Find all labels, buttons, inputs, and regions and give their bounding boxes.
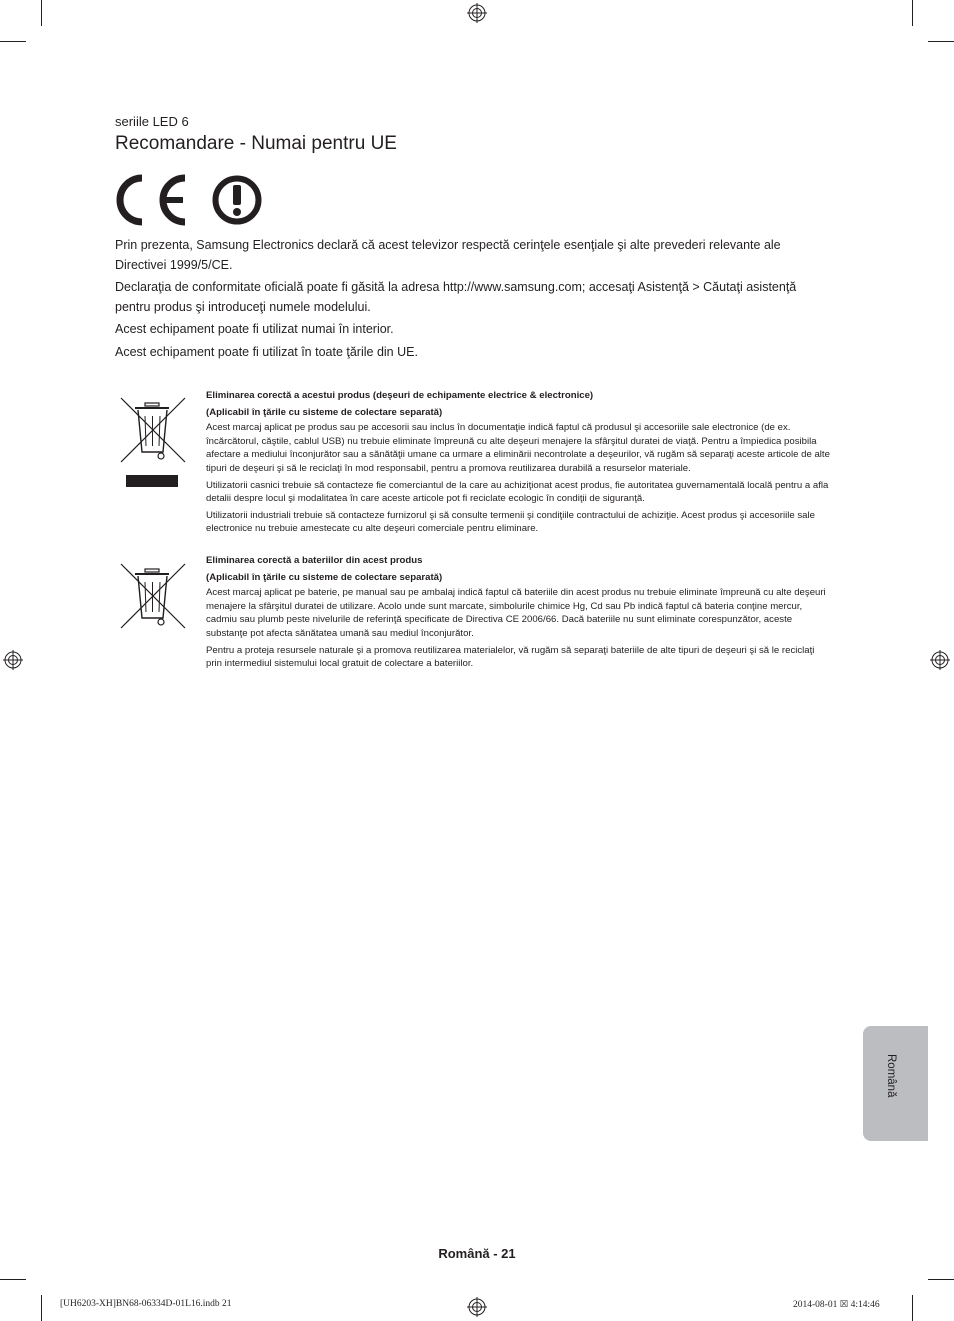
crop-mark-top-right-v: [912, 0, 913, 26]
household-users-paragraph: Utilizatorii casnici trebuie să contacteze fie comerciantul de la care au achiziţionat acest produs, fie autoritatea guvernamentală locală pentru a afla detalii despre locul şi modalitatea în care aceste articole pot fi reciclate ecologic în condiţii de siguranţă.: [206, 479, 829, 505]
product-disposal-section: [206, 389, 830, 539]
exclamation-circle-icon: [216, 179, 259, 222]
conformity-paragraph: Declaraţia de conformitate oficială poate fi găsită la adresa http://www.samsung.com; accesaţi Asistenţă > Căutaţi asistenţă pentru produs şi introduceţi numele modelului.: [115, 280, 797, 314]
series-label: seriile LED 6: [115, 114, 189, 129]
print-file-info: [UH6203-XH]BN68-06334D-01L16.indb 21: [60, 1299, 232, 1309]
battery-disposal-subheading: (Aplicabil în ţările cu sisteme de colectare separată): [206, 571, 443, 583]
registration-mark-icon: [467, 1297, 487, 1317]
registration-mark-icon: [930, 650, 950, 670]
page-title: Recomandare - Numai pentru UE: [115, 133, 397, 154]
crossed-out-wheeled-bin-icon: [119, 560, 189, 632]
eu-use-paragraph: Acest echipament poate fi utilizat în toate ţările din UE.: [115, 344, 418, 359]
crop-mark-bottom-right-v: [912, 1295, 913, 1321]
print-timestamp: 2014-08-01 ☒ 4:14:46: [793, 1300, 880, 1310]
business-users-paragraph: Utilizatorii industriali trebuie să contacteze furnizorul şi să consulte termenii şi condiţiile contractului de achiziţie. Acest produs şi accesoriile sale electronice nu trebuie amestecate cu alte deşeuri comerciale pentru eliminare.: [206, 509, 815, 535]
language-side-tab: [863, 1026, 928, 1141]
crop-mark-bottom-right-h: [928, 1279, 954, 1280]
ce-mark-icon: [120, 178, 185, 222]
crop-mark-bottom-left-v: [41, 1295, 42, 1321]
product-disposal-heading: Eliminarea corectă a acestui produs (deşeuri de echipamente electrice & electronice): [206, 390, 594, 401]
declaration-paragraph: Prin prezenta, Samsung Electronics declară că acest televizor respectă cerinţele esenţiale şi alte prevederi relevante ale Directivei 1999/5/CE.: [115, 238, 781, 272]
registration-mark-icon: [3, 650, 23, 670]
registration-mark-icon: [467, 3, 487, 23]
battery-disposal-heading: Eliminarea corectă a bateriilor din acest produs: [206, 555, 423, 566]
battery-recycling-paragraph: Pentru a proteja resursele naturale şi a promova reutilizarea materialelor, vă rugăm să separaţi bateriile de alte tipuri de deşeuri şi să le reciclaţi prin intermediul sistemului local gratuit de colectare a bateriilor.: [206, 644, 815, 670]
language-tab-label: Română: [885, 1054, 897, 1098]
crossed-out-wheeled-bin-icon: [119, 394, 189, 490]
battery-disposal-section: [206, 554, 830, 674]
indoor-use-paragraph: Acest echipament poate fi utilizat numai în interior.: [115, 322, 394, 336]
crop-mark-top-left-h: [0, 41, 26, 42]
battery-disposal-paragraph: Acest marcaj aplicat pe baterie, pe manual sau pe ambalaj indică faptul că bateriile din acest produs nu trebuie eliminate împreună cu alte deşeuri menajere la sfârşitul duratei de utilizare. Acolo unde sunt marcate, simbolurile chimice Hg, Cd sau Pb indică faptul că bateria conţine mercur, cadmiu sau plumb peste nivelurile de referinţă specificate de Directiva CE 2006/66. Dacă bateriile nu sunt eliminate corespunzător, aceste substanţe pot afecta sănătatea umană sau mediul înconjurător.: [206, 587, 826, 639]
conformity-marks: [115, 174, 275, 226]
crop-mark-top-left-v: [41, 0, 42, 26]
product-disposal-subheading: (Aplicabil în ţările cu sisteme de colectare separată): [206, 406, 443, 418]
page-number: [0, 1246, 954, 1261]
product-disposal-paragraph: Acest marcaj aplicat pe produs sau pe accesorii sau inclus în documentaţie indică faptul că produsul şi accesoriile sale electronice (de ex. încărcătorul, căştile, cablul USB) nu trebuie eliminate împreună cu alte deşeuri menajere la sfârşitul duratei de viaţă. Pentru a împiedica posibila afectare a mediului înconjurător sau a sănătăţii umane ca urmare a eliminării necontrolate a deşeurilor, vă rugăm să separaţi aceste articole de alte tipuri de deşeuri şi să le reciclaţi în mod responsabil, pentru a promova reutilizarea durabilă a resurselor materiale.: [206, 422, 830, 474]
page-number-text: Română - 21: [438, 1246, 516, 1261]
crop-mark-top-right-h: [928, 41, 954, 42]
declaration-text: [115, 236, 831, 365]
crop-mark-bottom-left-h: [0, 1279, 26, 1280]
